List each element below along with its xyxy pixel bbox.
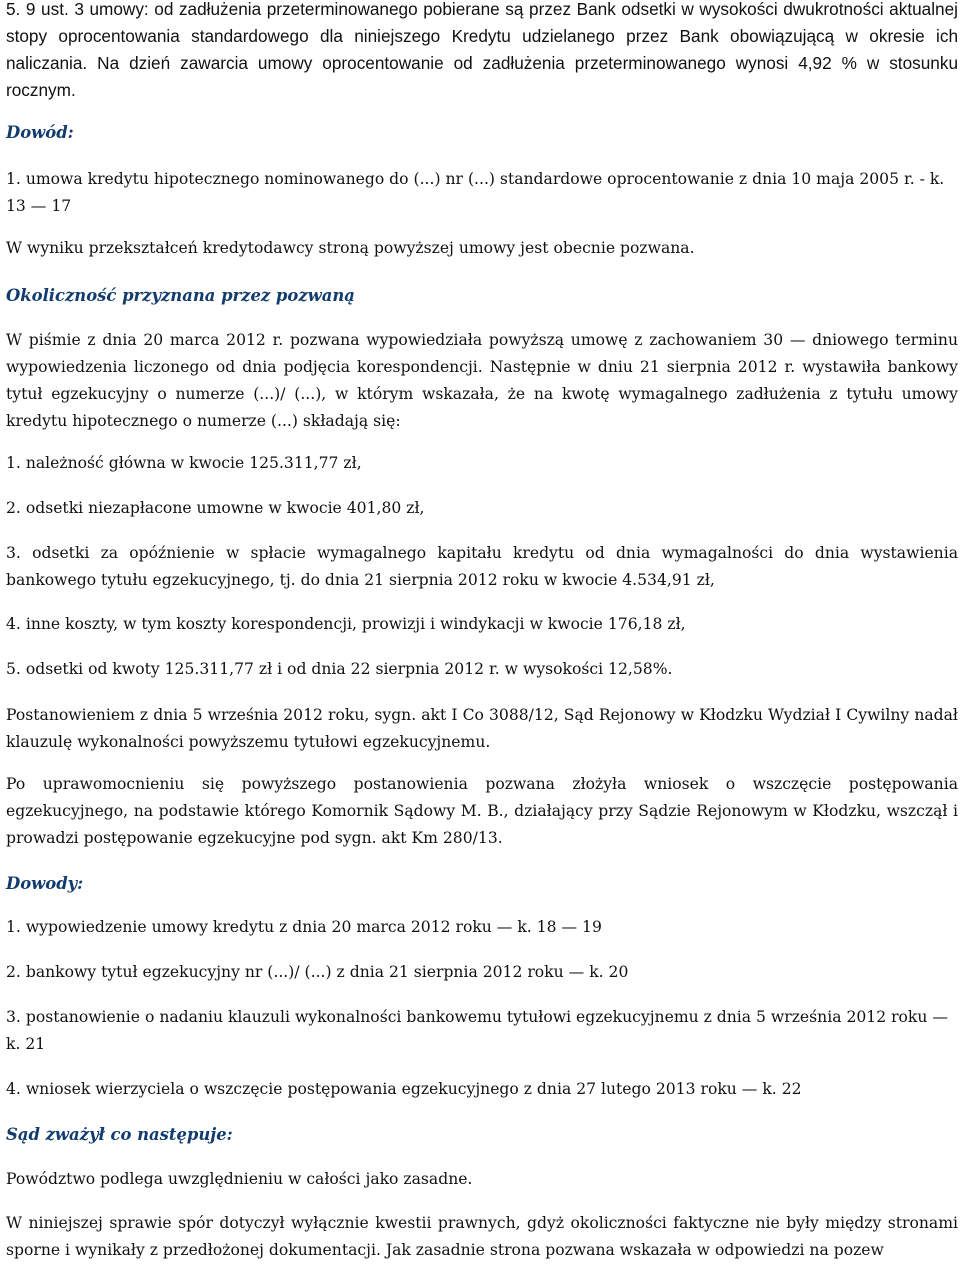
paragraph-lender-transformation: W wyniku przekształceń kredytodawcy stroną powyższej umowy jest obecnie pozwana. <box>6 239 695 257</box>
heading-evidence-1: Dowód: <box>6 123 74 142</box>
evidence-item-bank-title: 2. bankowy tytuł egzekucyjny nr (...)/ (...) z dnia 21 sierpnia 2012 roku — k. 20 <box>6 963 629 981</box>
heading-admitted-fact: Okoliczność przyznana przez pozwaną <box>6 286 355 305</box>
paragraph-enforcement-proceedings: Po uprawomocnieniu się powyższego postanowienia pozwana złożyła wniosek o wszczęcie postępowania egzekucyjnego, na podstawie którego Komornik Sądowy M. B., działający przy Sądzie Rejonowym w Kłodzku, wszczął i prowadzi postępowanie egzekucyjne pod sygn. akt Km 280/13. <box>6 775 958 847</box>
paragraph-interest-clause: 5. 9 ust. 3 umowy: od zadłużenia przeterminowanego pobierane są przez Bank odsetki w wysokości dwukrotności aktualnej stopy oprocentowania standardowego dla niniejszego Kredytu udzielanego przez Bank obowiązującą w okresie ich naliczania. Na dzień zawarcia umowy oprocentowanie od zadłużenia przeterminowanego wynosi 4,92 % w stosunku rocznym. <box>6 0 958 100</box>
list-item-further-interest: 5. odsetki od kwoty 125.311,77 zł i od dnia 22 sierpnia 2012 r. w wysokości 12,58%. <box>6 660 673 678</box>
evidence-item-enforcement-motion: 4. wniosek wierzyciela o wszczęcie postępowania egzekucyjnego z dnia 27 lutego 2013 roku — k. 22 <box>6 1080 802 1098</box>
evidence-item-loan-agreement: 1. umowa kredytu hipotecznego nominowanego do (...) nr (...) standardowe oprocentowanie z dnia 10 maja 2005 r. - k. 13 — 17 <box>6 170 945 215</box>
evidence-item-termination: 1. wypowiedzenie umowy kredytu z dnia 20 marca 2012 roku — k. 18 — 19 <box>6 918 602 936</box>
heading-court-considerations: Sąd zważył co następuje: <box>6 1125 233 1144</box>
paragraph-claim-granted: Powództwo podlega uwzględnieniu w całości jako zasadne. <box>6 1170 473 1188</box>
evidence-item-clause-decision: 3. postanowienie o nadaniu klauzuli wykonalności bankowemu tytułowi egzekucyjnemu z dnia 5 września 2012 roku — k. 21 <box>6 1008 948 1053</box>
list-item-contract-interest: 2. odsetki niezapłacone umowne w kwocie 401,80 zł, <box>6 499 425 517</box>
list-item-late-interest: 3. odsetki za opóźnienie w spłacie wymagalnego kapitału kredytu od dnia wymagalności do dnia wystawienia bankowego tytułu egzekucyjnego, tj. do dnia 21 sierpnia 2012 roku w kwocie 4.534,91 zł, <box>6 544 958 589</box>
list-item-principal: 1. należność główna w kwocie 125.311,77 zł, <box>6 454 362 472</box>
paragraph-termination: W piśmie z dnia 20 marca 2012 r. pozwana wypowiedziała powyższą umowę z zachowaniem 30 — dniowego terminu wypowiedzenia liczonego od dnia podjęcia korespondencji. Następnie w dniu 21 sierpnia 2012 r. wystawiła bankowy tytuł egzekucyjny o numerze (...)/ (...), w którym wskazała, że na kwotę wymagalnego zadłużenia z tytułu umowy kredytu hipotecznego o numerze (...) składają się: <box>6 331 958 430</box>
paragraph-legal-dispute: W niniejszej sprawie spór dotyczył wyłącznie kwestii prawnych, gdyż okoliczności faktyczne nie były między stronami sporne i wynikały z przedłożonej dokumentacji. Jak zasadnie strona pozwana wskazała w odpowiedzi na pozew <box>6 1214 958 1259</box>
list-item-other-costs: 4. inne koszty, w tym koszty korespondencji, prowizji i windykacji w kwocie 176,18 zł, <box>6 615 686 633</box>
heading-evidence-2: Dowody: <box>6 874 84 893</box>
paragraph-enforcement-clause: Postanowieniem z dnia 5 września 2012 roku, sygn. akt I Co 3088/12, Sąd Rejonowy w Kłodzku Wydział I Cywilny nadał klauzulę wykonalności powyższemu tytułowi egzekucyjnemu. <box>6 706 958 751</box>
